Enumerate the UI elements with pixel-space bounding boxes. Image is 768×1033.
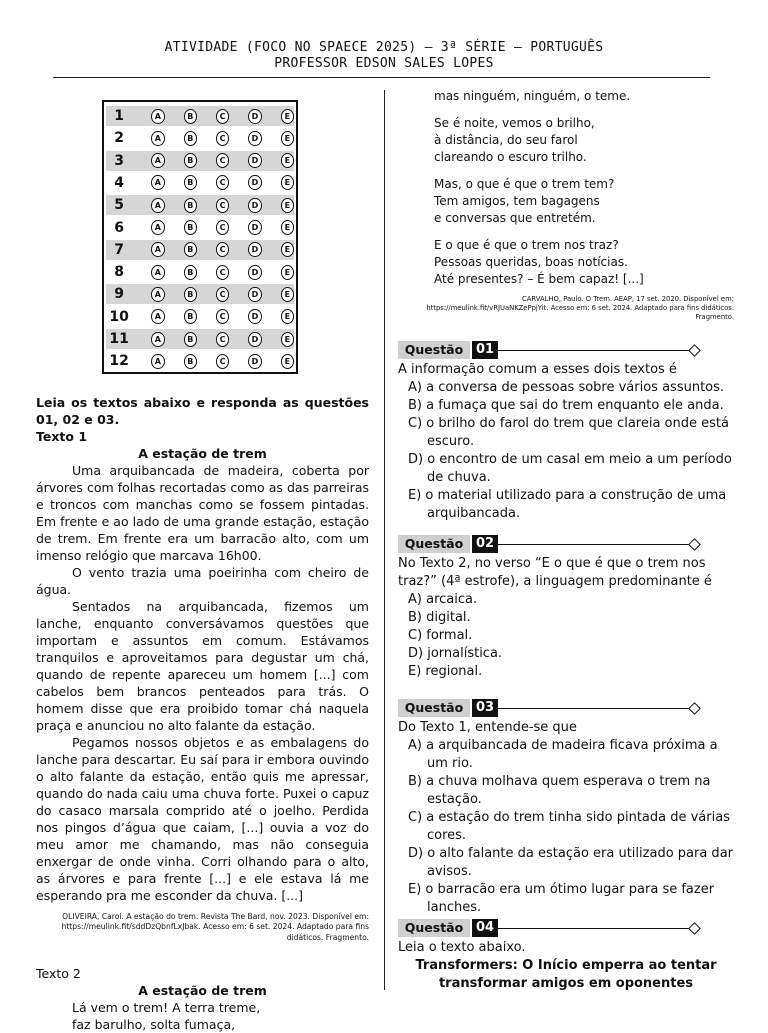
answer-row-number: 10 [109, 308, 129, 325]
answer-bubble-e: E [281, 332, 294, 347]
question-01-option-e: E) o material utilizado para a construção de uma arquibancada. [408, 487, 727, 521]
question-rule [498, 350, 692, 351]
answer-bubble-c: C [216, 198, 229, 213]
answer-bubble-b: B [184, 198, 197, 213]
poem-line: clareando o escuro trilho. [434, 150, 587, 164]
answer-bubble-e: E [281, 309, 294, 324]
answer-bubble-c: C [216, 309, 229, 324]
question-01-header [398, 341, 734, 361]
answer-bubble-b: B [184, 153, 197, 168]
answer-row-number: 8 [114, 264, 124, 281]
question-03-option-b: B) a chuva molhava quem esperava o trem na estação. [408, 773, 711, 807]
question-03-option-c: C) a estação do trem tinha sido pintada de várias cores. [408, 809, 730, 843]
texto1-paragraph-4: Pegamos nossos objetos e as embalagens do lanche para descartar. Eu saí para ir embora ouvindo o alto falante da estação, então quis me apressar, quando do nada caiu uma chuva forte. Puxei o capuz do casaco marsala comprido até o joelho. Perdida nos pingos d’água que caiam, [...] ouvia a voz do meu amor me chamando, mas não conseguia enxergar de onde vinha. Corri olhando para o alto, as árvores e para frente [...] e ele estava lá me esperando pra me esconder da chuva. [...] [36, 735, 369, 903]
answer-row-number: 12 [109, 353, 129, 370]
poem-line: mas ninguém, ninguém, o teme. [434, 89, 631, 103]
page-header [0, 40, 768, 72]
answer-bubble-b: B [184, 242, 197, 257]
poem-line: Até presentes? – É bem capaz! [...] [434, 272, 644, 286]
question-04-stem: Leia o texto abaixo. [398, 939, 526, 955]
answer-bubble-a: A [151, 287, 164, 302]
question-number: 01 [472, 341, 498, 359]
answer-bubble-a: A [151, 175, 164, 190]
answer-bubble-c: C [216, 153, 229, 168]
answer-bubble-b: B [184, 287, 197, 302]
diamond-icon [688, 922, 701, 935]
column-divider [384, 90, 385, 990]
poem-line: Se é noite, vemos o brilho, [434, 116, 595, 130]
answer-bubble-a: A [151, 354, 164, 369]
answer-bubble-b: B [184, 220, 197, 235]
answer-bubble-d: D [248, 198, 261, 213]
poem-line: Lá vem o trem! A terra treme, [72, 999, 261, 1015]
answer-bubble-a: A [151, 332, 164, 347]
question-number: 04 [472, 919, 498, 937]
poem-line: e conversas que entretém. [434, 211, 596, 225]
question-03-option-e: E) o barracão era um ótimo lugar para se fazer lanches. [408, 881, 715, 915]
question-number: 02 [472, 535, 498, 553]
answer-bubble-d: D [248, 354, 261, 369]
answer-row-number: 9 [114, 286, 124, 303]
texto1-paragraph-3: Sentados na arquibancada, fizemos um lanche, enquanto conversávamos questões que importam e assuntos em comum. Estávamos tranquilos e aproveitamos para degustar um chá, quando de repente apareceu um homem [...] com cabelos bem brancos penteados para trás. O homem disse que era proibido tomar chá naquela praça e anunciou no alto falante da estação. [36, 599, 369, 733]
answer-bubble-e: E [281, 242, 294, 257]
question-03-header [398, 699, 734, 719]
question-label: Questão [398, 919, 470, 937]
answer-row-number: 3 [114, 152, 124, 169]
answer-row-number: 6 [114, 219, 124, 236]
right-column [398, 88, 734, 993]
question-number: 03 [472, 699, 498, 717]
texto2-title: A estação de trem [138, 982, 267, 998]
header-title: ATIVIDADE (FOCO NO SPAECE 2025) – 3ª SÉRIE – PORTUGUÊS [164, 40, 604, 55]
answer-bubble-c: C [216, 109, 229, 124]
answer-bubble-d: D [248, 109, 261, 124]
answer-bubble-c: C [216, 354, 229, 369]
answer-bubble-d: D [248, 332, 261, 347]
diamond-icon [688, 702, 701, 715]
question-04-header [398, 919, 734, 939]
answer-bubble-d: D [248, 309, 261, 324]
texto2-label: Texto 2 [36, 965, 81, 981]
answer-row-number: 2 [114, 130, 124, 147]
question-label: Questão [398, 535, 470, 553]
question-02-stem: No Texto 2, no verso “E o que é que o trem nos traz?” (4ª estrofe), a linguagem predominante é [398, 555, 712, 589]
answer-row-number: 5 [114, 197, 124, 214]
answer-bubble-c: C [216, 220, 229, 235]
diamond-icon [688, 344, 701, 357]
question-01-option-c: C) o brilho do farol do trem que clareia onde está escuro. [408, 415, 729, 449]
question-03-stem: Do Texto 1, entende-se que [398, 719, 577, 735]
answer-bubble-c: C [216, 242, 229, 257]
answer-bubble-d: D [248, 131, 261, 146]
question-02-header [398, 535, 734, 555]
answer-bubble-e: E [281, 153, 294, 168]
answer-bubble-a: A [151, 153, 164, 168]
answer-row-number: 4 [114, 174, 124, 191]
question-01-stem: A informação comum a esses dois textos é [398, 361, 677, 377]
answer-bubble-e: E [281, 198, 294, 213]
answer-bubble-b: B [184, 109, 197, 124]
header-teacher: PROFESSOR EDSON SALES LOPES [274, 56, 494, 71]
texto2-source: CARVALHO, Paulo. O Trem. AEAP, 17 set. 2020. Disponível em: https://meulink.fit/vRJUaNKZePpjYit. Acesso em: 6 set. 2024. Adaptado para fins didáticos. Fragmento. [426, 294, 734, 321]
answer-bubble-c: C [216, 131, 229, 146]
answer-bubble-d: D [248, 265, 261, 280]
question-rule [498, 928, 692, 929]
answer-bubble-e: E [281, 175, 294, 190]
left-column [36, 100, 369, 1033]
question-04-article-title: Transformers: O Início emperra ao tentar transformar amigos em oponentes [415, 957, 717, 991]
answer-bubble-b: B [184, 131, 197, 146]
answer-bubble-b: B [184, 265, 197, 280]
poem-line: faz barulho, solta fumaça, [72, 1016, 236, 1032]
header-divider [53, 77, 710, 78]
question-label: Questão [398, 341, 470, 359]
answer-bubble-a: A [151, 131, 164, 146]
answer-bubble-d: D [248, 242, 261, 257]
answer-bubble-c: C [216, 287, 229, 302]
instructions: Leia os textos abaixo e responda as questões 01, 02 e 03. [36, 395, 369, 427]
answer-bubble-a: A [151, 265, 164, 280]
poem-line: Pessoas queridas, boas notícias. [434, 255, 628, 269]
poem-line: à distância, do seu farol [434, 133, 578, 147]
answer-bubble-e: E [281, 265, 294, 280]
texto1-label: Texto 1 [36, 429, 88, 444]
question-label: Questão [398, 699, 470, 717]
answer-bubble-b: B [184, 175, 197, 190]
texto1-title: A estação de trem [138, 446, 267, 461]
answer-bubble-a: A [151, 220, 164, 235]
question-02-option-c: C) formal. [408, 627, 473, 643]
answer-bubble-a: A [151, 242, 164, 257]
question-03-option-a: A) a arquibancada de madeira ficava próxima a um rio. [408, 737, 718, 771]
answer-row-number: 11 [109, 331, 129, 347]
answer-bubble-e: E [281, 354, 294, 369]
answer-bubble-c: C [216, 175, 229, 190]
question-01-option-d: D) o encontro de um casal em meio a um período de chuva. [408, 451, 732, 485]
answer-bubble-e: E [281, 109, 294, 124]
answer-bubble-d: D [248, 220, 261, 235]
question-02-option-e: E) regional. [408, 663, 483, 679]
answer-bubble-e: E [281, 131, 294, 146]
answer-row-number: 1 [114, 108, 124, 124]
answer-bubble-c: C [216, 332, 229, 347]
answer-bubble-a: A [151, 309, 164, 324]
answer-bubble-b: B [184, 332, 197, 347]
question-rule [498, 708, 692, 709]
texto1-paragraph-2: O vento trazia uma poeirinha com cheiro de água. [36, 565, 369, 597]
question-rule [498, 544, 692, 545]
poem-line: Mas, o que é que o trem tem? [434, 177, 615, 191]
question-01-option-b: B) a fumaça que sai do trem enquanto ele anda. [408, 397, 724, 413]
texto1-paragraph-1: Uma arquibancada de madeira, coberta por árvores com folhas recortadas como as das parreiras e troncos com manchas como se fossem pintadas. Em frente e ao lado de uma grande estação, estação de trem. Em frente era um barracão alto, com um imenso relógio que marcava 16h00. [36, 463, 369, 563]
answer-bubble-d: D [248, 175, 261, 190]
poem-line: Tem amigos, tem bagagens [434, 194, 600, 208]
answer-bubble-b: B [184, 354, 197, 369]
answer-bubble-c: C [216, 265, 229, 280]
texto1-source: OLIVEIRA, Carol. A estação do trem. Revista The Bard, nov. 2023. Disponível em: https://meulink.fit/sddDzQbnfLxJbak. Acesso em: 6 set. 2024. Adaptado para fins didáticos. Fragmento. [61, 911, 369, 942]
question-02-option-b: B) digital. [408, 609, 471, 625]
texto2-poem-start [72, 999, 369, 1033]
poem-continuation [434, 88, 734, 288]
answer-bubble-e: E [281, 287, 294, 302]
poem-line: E o que é que o trem nos traz? [434, 238, 619, 252]
answer-row-number: 7 [114, 241, 124, 258]
question-02-option-d: D) jornalística. [408, 645, 503, 661]
answer-bubble-a: A [151, 109, 164, 124]
question-03-option-d: D) o alto falante da estação era utilizado para dar avisos. [408, 845, 733, 879]
answer-bubble-a: A [151, 198, 164, 213]
question-01-option-a: A) a conversa de pessoas sobre vários assuntos. [408, 379, 725, 395]
diamond-icon [688, 538, 701, 551]
answer-bubble-d: D [248, 153, 261, 168]
answer-bubble-d: D [248, 287, 261, 302]
question-02-option-a: A) arcaica. [408, 591, 478, 607]
answer-bubble-b: B [184, 309, 197, 324]
answer-bubble-e: E [281, 220, 294, 235]
